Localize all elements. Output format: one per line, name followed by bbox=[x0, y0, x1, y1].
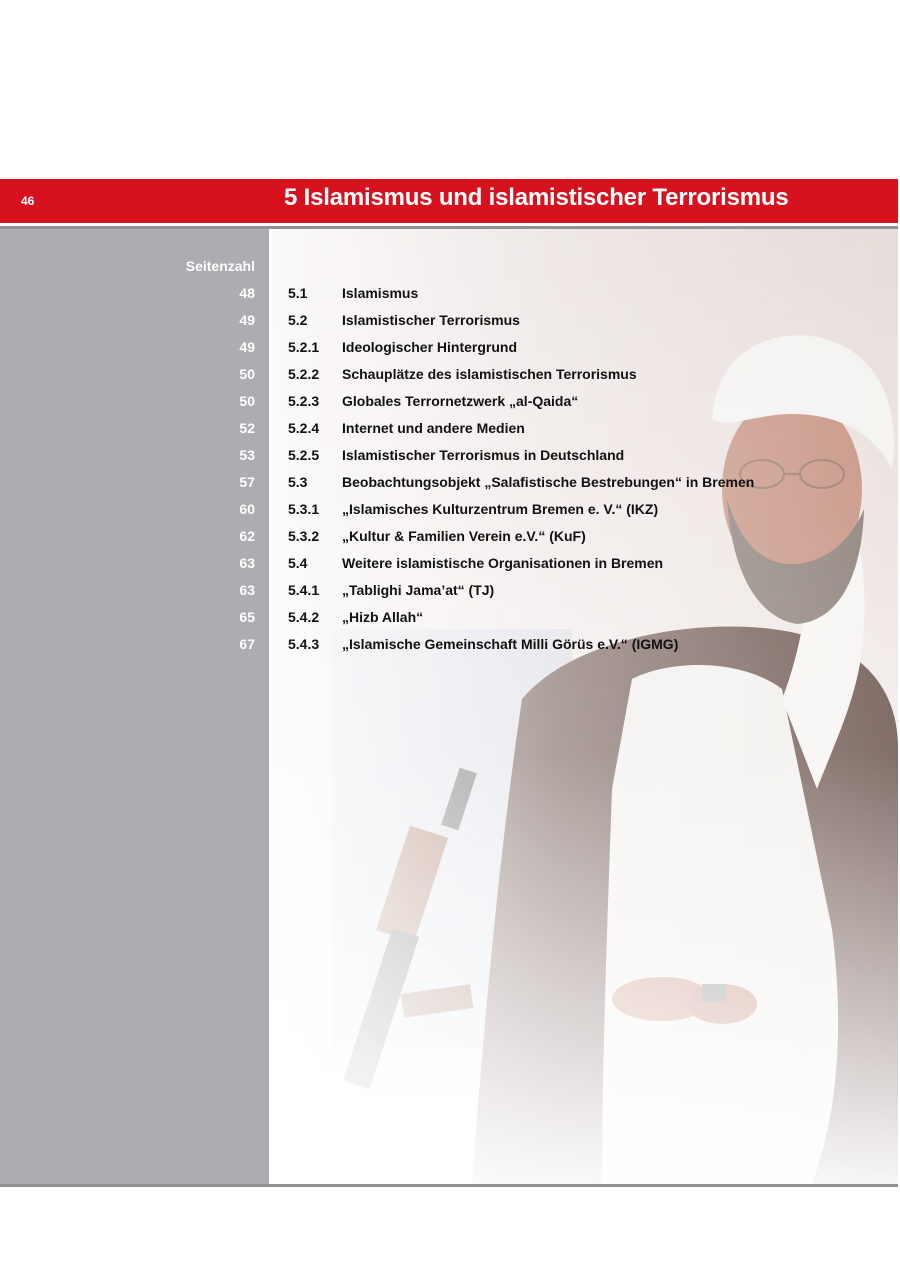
toc-section-title: „Hizb Allah“ bbox=[342, 609, 424, 625]
toc-page-number: 60 bbox=[239, 501, 255, 517]
toc-page-number: 65 bbox=[239, 609, 255, 625]
page-column-label: Seitenzahl bbox=[185, 258, 255, 274]
toc-page-number: 49 bbox=[239, 312, 255, 328]
toc-section-number: 5.3.1 bbox=[288, 501, 320, 517]
toc-section-number: 5.2.4 bbox=[288, 420, 320, 436]
toc-section-number: 5.2 bbox=[288, 312, 308, 328]
toc-entry[interactable] bbox=[0, 636, 900, 663]
toc-entry[interactable] bbox=[0, 285, 900, 312]
toc-entry[interactable] bbox=[0, 366, 900, 393]
toc-entry[interactable] bbox=[0, 312, 900, 339]
toc-entry[interactable] bbox=[0, 339, 900, 366]
toc-entry[interactable] bbox=[0, 447, 900, 474]
toc-page-number: 57 bbox=[239, 474, 255, 490]
toc-section-number: 5.1 bbox=[288, 285, 308, 301]
toc-page-number: 62 bbox=[239, 528, 255, 544]
toc-section-title: Internet und andere Medien bbox=[342, 420, 525, 436]
table-of-contents bbox=[0, 285, 900, 663]
toc-entry[interactable] bbox=[0, 609, 900, 636]
toc-section-title: Islamistischer Terrorismus bbox=[342, 312, 520, 328]
toc-entry[interactable] bbox=[0, 420, 900, 447]
toc-page-number: 53 bbox=[239, 447, 255, 463]
toc-page-number: 48 bbox=[239, 285, 255, 301]
toc-section-number: 5.2.1 bbox=[288, 339, 320, 355]
toc-page-number: 50 bbox=[239, 393, 255, 409]
chapter-title: 5 Islamismus und islamistischer Terrorismus bbox=[284, 184, 789, 211]
toc-page-number: 49 bbox=[239, 339, 255, 355]
toc-section-title: „Kultur & Familien Verein e.V.“ (KuF) bbox=[342, 528, 586, 544]
toc-section-title: „Islamisches Kulturzentrum Bremen e. V.“ (IKZ) bbox=[342, 501, 659, 517]
toc-section-title: Ideologischer Hintergrund bbox=[342, 339, 518, 355]
toc-entry[interactable] bbox=[0, 474, 900, 501]
toc-section-number: 5.2.2 bbox=[288, 366, 320, 382]
toc-page-number: 52 bbox=[239, 420, 255, 436]
toc-section-number: 5.4.1 bbox=[288, 582, 320, 598]
toc-entry[interactable] bbox=[0, 582, 900, 609]
toc-section-number: 5.3.2 bbox=[288, 528, 320, 544]
toc-entry[interactable] bbox=[0, 393, 900, 420]
toc-section-title: Islamismus bbox=[342, 285, 419, 301]
toc-section-title: Beobachtungsobjekt „Salafistische Bestrebungen“ in Bremen bbox=[342, 474, 755, 490]
toc-section-title: Globales Terrornetzwerk „al-Qaida“ bbox=[342, 393, 579, 409]
toc-page-number: 63 bbox=[239, 582, 255, 598]
toc-section-title: Weitere islamistische Organisationen in Bremen bbox=[342, 555, 664, 571]
toc-section-title: Schauplätze des islamistischen Terrorismus bbox=[342, 366, 637, 382]
bottom-rule bbox=[0, 1184, 898, 1187]
toc-section-number: 5.4.3 bbox=[288, 636, 320, 652]
page-number: 46 bbox=[21, 194, 35, 208]
toc-section-number: 5.2.3 bbox=[288, 393, 320, 409]
toc-page-number: 63 bbox=[239, 555, 255, 571]
toc-section-number: 5.4.2 bbox=[288, 609, 320, 625]
toc-section-number: 5.4 bbox=[288, 555, 308, 571]
toc-section-title: „Islamische Gemeinschaft Milli Görüs e.V.“ (IGMG) bbox=[342, 636, 679, 652]
toc-entry[interactable] bbox=[0, 528, 900, 555]
toc-entry[interactable] bbox=[0, 501, 900, 528]
toc-page-number: 50 bbox=[239, 366, 255, 382]
toc-page-number: 67 bbox=[239, 636, 255, 652]
toc-section-title: Islamistischer Terrorismus in Deutschland bbox=[342, 447, 625, 463]
toc-section-number: 5.3 bbox=[288, 474, 308, 490]
toc-entry[interactable] bbox=[0, 555, 900, 582]
toc-section-number: 5.2.5 bbox=[288, 447, 320, 463]
toc-section-title: „Tablighi Jama’at“ (TJ) bbox=[342, 582, 495, 598]
